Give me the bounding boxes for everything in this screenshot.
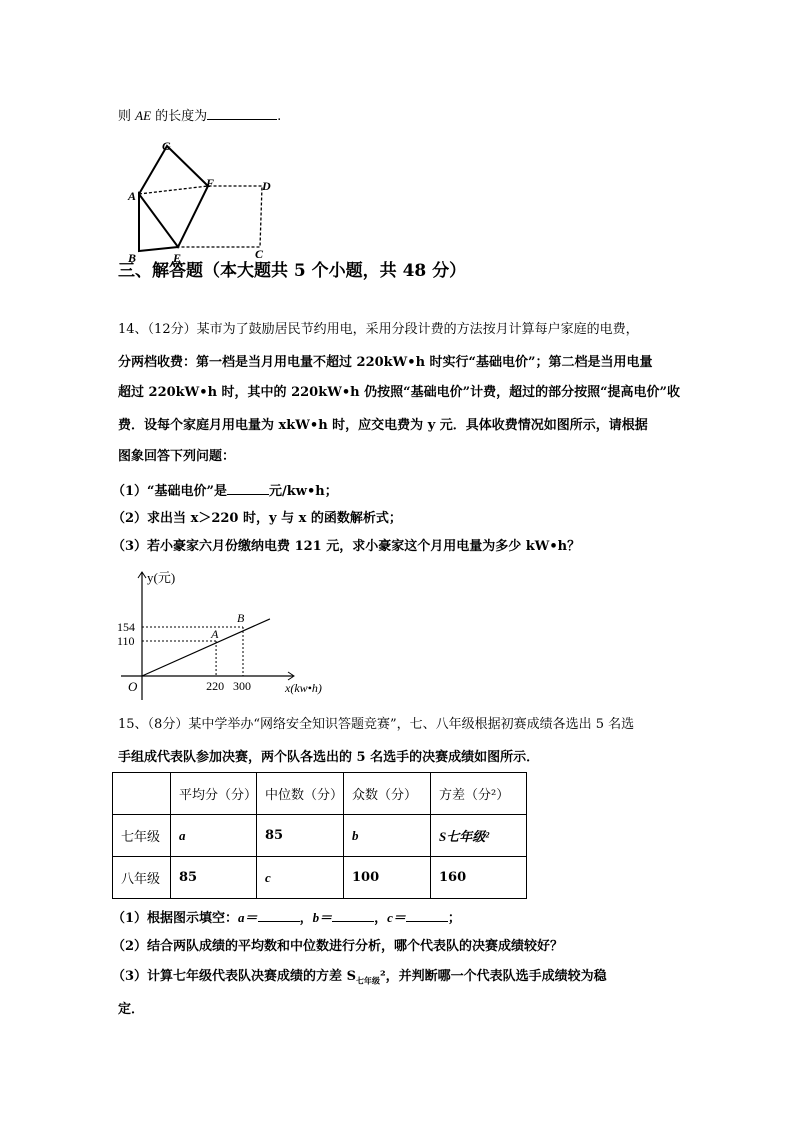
label-a: A [128, 189, 137, 203]
text: ； [447, 911, 461, 926]
text: （1）根据图示填空： [112, 911, 239, 926]
table-header: 中位数（分） [257, 773, 344, 815]
text: 则 [118, 109, 136, 124]
table-cell: 100 [344, 857, 431, 899]
origin-label: O [128, 679, 138, 694]
text: ， [374, 911, 388, 926]
point-label-A: A [211, 627, 219, 641]
table-cell: 七年级 [113, 815, 171, 857]
text: （3）计算七年级代表队决赛成绩的方差 S [112, 969, 356, 984]
text: c＝ [387, 910, 406, 925]
q15-line-1: 15、（8分）某中学举办“网络安全知识答题竞赛”，七、八年级根据初赛成绩各选出 5 名选 [118, 717, 635, 732]
table-header-row [113, 773, 527, 815]
label-b: B [128, 251, 137, 265]
label-d: D [262, 179, 271, 193]
table-row [113, 857, 527, 899]
x-tick-label: 220 [206, 679, 225, 693]
q14-line-4: 费．设每个家庭月用电量为 xkW•h 时，应交电费为 y 元．具体收费情况如图所示，请根据 [118, 418, 648, 433]
subscript: 七年级 [355, 975, 380, 986]
y-axis-label: y(元) [147, 570, 176, 585]
table-cell: c [257, 857, 344, 899]
table-header: 平均分（分） [171, 773, 257, 815]
var-ae: AE [135, 108, 152, 123]
y-tick-label: 154 [117, 620, 135, 634]
q14-line-5: 图象回答下列问题： [118, 449, 236, 464]
text: b＝ [312, 910, 333, 925]
table-cell: b [344, 815, 431, 857]
section-heading: 三、解答题（本大题共 5 个小题，共 48 分） [118, 261, 467, 281]
q15-sub1 [112, 909, 461, 927]
table-header: 方差（分²） [431, 773, 527, 815]
q14-sub3: （3）若小豪家六月份缴纳电费 121 元，求小豪家这个月用电量为多少 kW•h？ [112, 539, 581, 554]
text: ²，并判断哪一个代表队选手成绩较为稳 [379, 969, 607, 984]
table-header [113, 773, 171, 815]
table-cell: 160 [431, 857, 527, 899]
table-cell: 85 [171, 857, 257, 899]
score-table [112, 772, 527, 899]
table-cell: S七年级² [431, 815, 527, 857]
label-f: F [206, 176, 215, 190]
answer-blank-b[interactable] [332, 909, 374, 922]
x-axis-label: x(kw•h) [285, 681, 322, 695]
q15-sub3 [112, 969, 607, 989]
table-header: 众数（分） [344, 773, 431, 815]
table-cell: a [171, 815, 257, 857]
q14-sub2: （2）求出当 x＞220 时，y 与 x 的函数解析式； [112, 511, 402, 526]
q14-line-1: 14、（12分）某市为了鼓励居民节约用电，采用分段计费的方法按月计算每户家庭的电费， [118, 322, 639, 337]
label-c: C [255, 247, 264, 261]
table-cell: 八年级 [113, 857, 171, 899]
text: a＝ [238, 910, 258, 925]
q15-line-2: 手组成代表队参加决赛，两个队各选出的 5 名选手的决赛成绩如图所示． [118, 750, 540, 765]
text: 元/kw•h； [269, 484, 338, 499]
table-row [113, 815, 527, 857]
text: ， [299, 911, 313, 926]
answer-blank-c[interactable] [406, 909, 448, 922]
q15-sub2: （2）结合两队成绩的平均数和中位数进行分析，哪个代表队的决赛成绩较好？ [112, 939, 564, 954]
label-g: G [162, 139, 171, 153]
q14-line-2: 分两档收费：第一档是当月用电量不超过 220kW•h 时实行“基础电价”；第二档是当用电量 [118, 355, 653, 370]
text: . [277, 109, 282, 124]
text: （1）“基础电价”是 [112, 484, 228, 499]
table-cell: 85 [257, 815, 344, 857]
q15-sub3-cont: 定． [118, 1002, 145, 1017]
y-tick-label: 110 [117, 634, 135, 648]
x-tick-label: 300 [233, 679, 251, 693]
answer-blank-a[interactable] [258, 909, 300, 922]
label-e: E [173, 251, 182, 265]
graph-line [142, 619, 270, 676]
point-label-B: B [237, 611, 245, 625]
q14-line-3: 超过 220kW•h 时，其中的 220kW•h 仍按照“基础电价”计费，超过的部分按照“提高电价”收 [118, 385, 681, 400]
text: 的长度为 [151, 109, 208, 124]
